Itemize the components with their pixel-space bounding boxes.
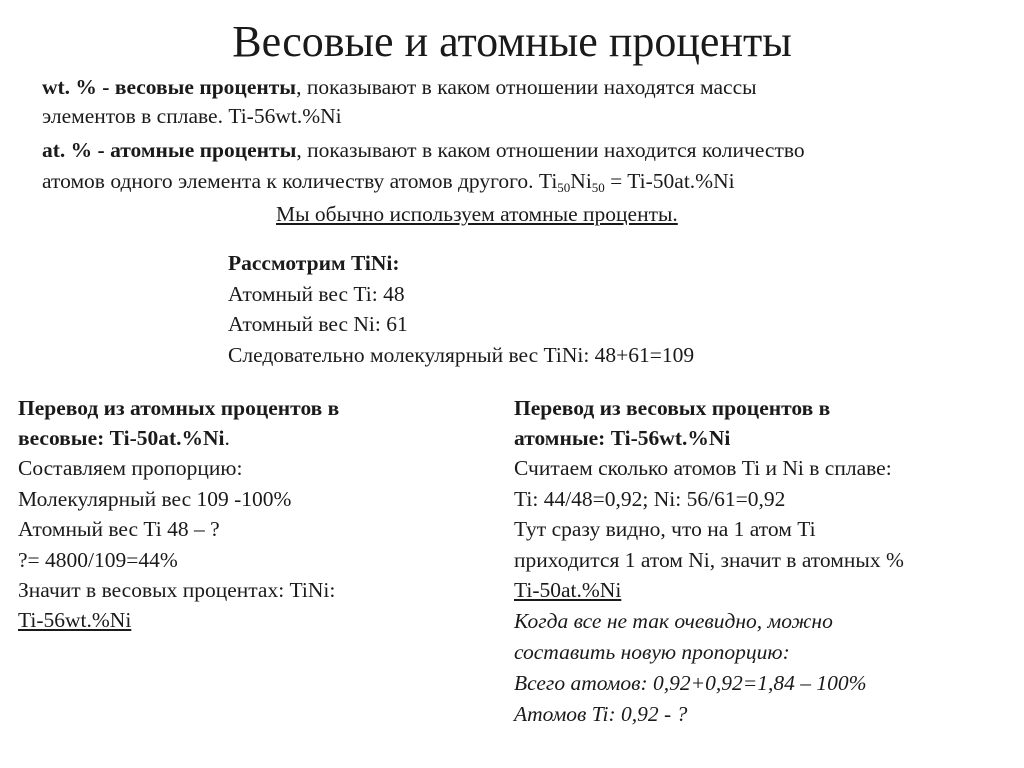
right-italic-line: Атомов Ti: 0,92 - ? (514, 702, 688, 726)
wt-definition-line2: элементов в сплаве. Ti-56wt.%Ni (42, 104, 342, 128)
right-italic-line: Всего атомов: 0,92+0,92=1,84 – 100% (514, 671, 867, 695)
at-definition-line1 (42, 136, 805, 164)
left-line: Значит в весовых процентах: TiNi: (18, 578, 336, 602)
at-term: at. % - атомные проценты (42, 138, 297, 162)
wt-definition-line1 (42, 73, 757, 101)
left-line: ?= 4800/109=44% (18, 548, 178, 572)
left-heading-period: . (224, 426, 230, 450)
usage-note: Мы обычно используем атомные проценты. (276, 202, 678, 226)
consider-line: Следовательно молекулярный вес TiNi: 48+61=109 (228, 343, 695, 367)
right-italic-line: Когда все не так очевидно, можно (514, 609, 833, 633)
at-description: , показывают в каком отношении находится количество (296, 138, 805, 162)
left-heading-line1: Перевод из атомных процентов в (18, 396, 340, 420)
right-heading-line1: Перевод из весовых процентов в (514, 396, 831, 420)
right-line: Ti: 44/48=0,92; Ni: 56/61=0,92 (514, 487, 786, 511)
at-description-text: атомов одного элемента к количеству атомов другого. Ti (42, 169, 558, 193)
left-heading-formula: весовые: Ti-50at.%Ni (18, 426, 225, 450)
right-italic-line: составить новую пропорцию: (514, 640, 790, 664)
subscript-ni: 50 (591, 180, 605, 195)
right-line: приходится 1 атом Ni, значит в атомных % (514, 548, 904, 572)
wt-description: , показывают в каком отношении находятся массы (296, 75, 757, 99)
consider-heading: Рассмотрим TiNi: (228, 251, 400, 275)
left-line: Атомный вес Ti 48 – ? (18, 517, 220, 541)
formula-ni: Ni (570, 169, 592, 193)
right-line: Считаем сколько атомов Ti и Ni в сплаве: (514, 456, 892, 480)
consider-line: Атомный вес Ti: 48 (228, 282, 405, 306)
at-definition-line2 (42, 167, 735, 195)
consider-line: Атомный вес Ni: 61 (228, 312, 408, 336)
left-heading-line2 (18, 424, 230, 452)
left-line: Молекулярный вес 109 -100% (18, 487, 292, 511)
right-result: Ti-50at.%Ni (514, 578, 622, 602)
page-title: Весовые и атомные проценты (232, 17, 792, 66)
formula-result: = Ti-50at.%Ni (604, 169, 735, 193)
subscript-ti: 50 (557, 180, 571, 195)
left-result: Ti-56wt.%Ni (18, 608, 132, 632)
left-line: Составляем пропорцию: (18, 456, 243, 480)
right-heading-line2: атомные: Ti-56wt.%Ni (514, 426, 731, 450)
wt-term: wt. % - весовые проценты (42, 75, 297, 99)
right-line: Тут сразу видно, что на 1 атом Ti (514, 517, 816, 541)
